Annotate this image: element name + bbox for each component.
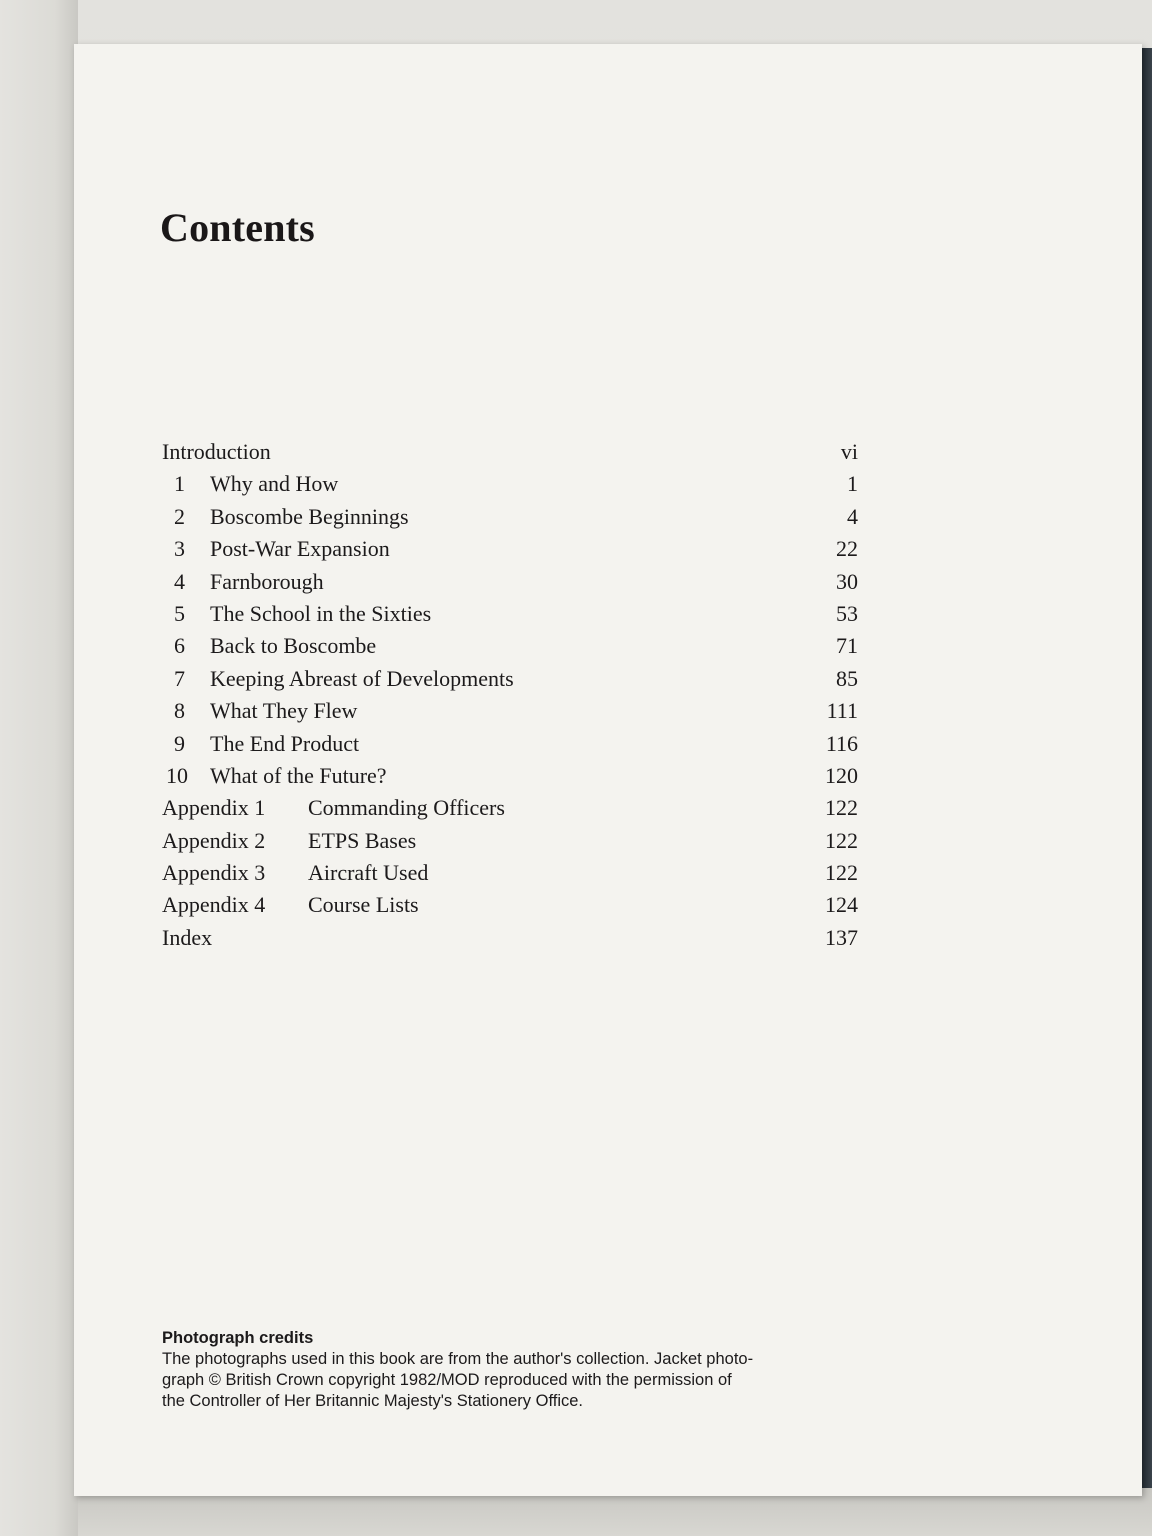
chapter-title: Boscombe Beginnings [210, 503, 409, 529]
chapter-title: What of the Future? [210, 762, 387, 788]
appendix-title: Aircraft Used [308, 860, 429, 886]
toc-page-number: 122 [825, 827, 858, 853]
toc-row-chapter [162, 760, 858, 792]
chapter-number: 3 [174, 536, 185, 562]
chapter-number: 5 [174, 600, 185, 626]
appendix-label: Appendix 4 [162, 892, 266, 918]
toc-page-number: 4 [847, 503, 858, 529]
chapter-number: 2 [174, 503, 185, 529]
chapter-title: What They Flew [210, 698, 358, 724]
toc-row-chapter [162, 663, 858, 695]
toc-row-chapter [162, 533, 858, 565]
appendix-label: Appendix 1 [162, 795, 266, 821]
toc-page-number: 122 [825, 860, 858, 886]
toc-row-chapter [162, 695, 858, 727]
toc-row-appendix [162, 857, 858, 889]
appendix-label: Appendix 3 [162, 860, 266, 886]
toc-page-number: 116 [825, 730, 858, 756]
chapter-number: 4 [174, 568, 185, 594]
appendix-title: Course Lists [308, 892, 419, 918]
chapter-title: Post-War Expansion [210, 536, 390, 562]
page-title: Contents [160, 205, 315, 250]
toc-label: Index [162, 924, 213, 950]
toc-page-number: 124 [825, 892, 858, 918]
toc-row-chapter [162, 598, 858, 630]
toc-row-chapter [162, 728, 858, 760]
toc-row-appendix [162, 889, 858, 921]
toc-page-number: vi [840, 439, 858, 464]
chapter-number: 1 [174, 471, 185, 497]
toc-row-appendix [162, 792, 858, 824]
appendix-label: Appendix 2 [162, 827, 266, 853]
toc-row-chapter [162, 630, 858, 662]
appendix-title: Commanding Officers [308, 795, 505, 821]
chapter-number: 9 [174, 730, 185, 756]
chapter-title: Back to Boscombe [210, 633, 377, 659]
toc-page-number: 111 [826, 698, 858, 724]
credits-title: Photograph credits [162, 1329, 314, 1347]
toc-page-number: 85 [836, 665, 858, 691]
toc-row-appendix [162, 825, 858, 857]
chapter-number: 8 [174, 698, 185, 724]
toc-page-number: 53 [836, 600, 858, 626]
chapter-number: 10 [166, 762, 188, 788]
toc-page-number: 120 [825, 762, 858, 788]
toc-row-index [162, 922, 858, 954]
appendix-title: ETPS Bases [308, 827, 417, 853]
chapter-title: Keeping Abreast of Developments [210, 665, 514, 691]
previous-page-edge [0, 0, 78, 1536]
toc-page-number: 30 [836, 568, 858, 594]
toc-page-number: 137 [825, 924, 858, 950]
toc-page-number: 71 [836, 633, 858, 659]
chapter-title: The End Product [210, 730, 360, 756]
toc-page-number: 122 [825, 795, 858, 821]
book-page [74, 44, 1142, 1496]
toc-label: Introduction [162, 439, 271, 464]
credits-line: The photographs used in this book are from the author's collection. Jacket photo- [162, 1350, 754, 1368]
chapter-number: 6 [174, 633, 185, 659]
credits-line: graph © British Crown copyright 1982/MOD reproduced with the permission of [162, 1371, 732, 1389]
toc-row-chapter [162, 468, 858, 500]
photograph-credits [162, 1328, 882, 1412]
chapter-number: 7 [174, 665, 185, 691]
table-of-contents [162, 436, 858, 954]
toc-row-chapter [162, 501, 858, 533]
toc-row-introduction [162, 436, 858, 468]
credits-line: the Controller of Her Britannic Majesty's Stationery Office. [162, 1392, 584, 1410]
chapter-title: Farnborough [210, 568, 324, 594]
toc-page-number: 1 [847, 471, 858, 497]
chapter-title: Why and How [210, 471, 339, 497]
toc-row-chapter [162, 566, 858, 598]
credits-text [162, 1349, 882, 1412]
toc-page-number: 22 [836, 536, 858, 562]
chapter-title: The School in the Sixties [210, 600, 432, 626]
